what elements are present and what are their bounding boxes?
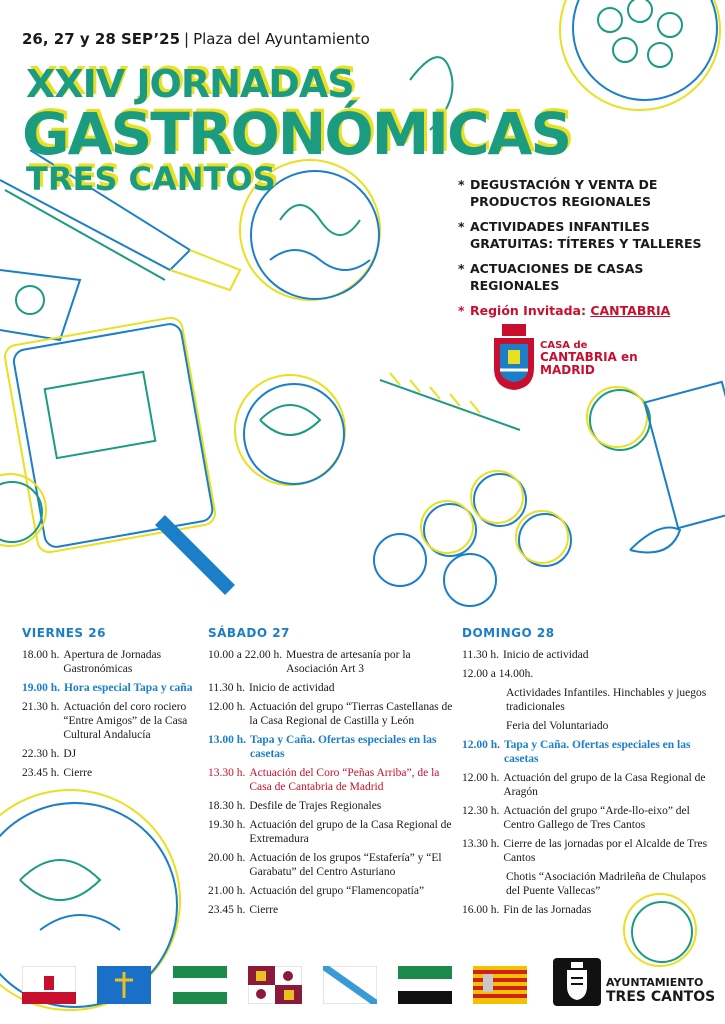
ayuntamiento-logo-text [606, 976, 715, 1004]
title-line-1: XXIV JORNADAS [26, 62, 354, 106]
event-text: Fin de las Jornadas [503, 904, 592, 916]
sub-activity: Chotis “Asociación Madrileña de Chulapos del Puente Vallecas” [506, 871, 706, 897]
event-time: 12.00 h. [208, 701, 246, 713]
sub-activity: Feria del Voluntariado [506, 720, 609, 732]
event-time: 12.00 a 14.00h. [462, 668, 534, 680]
event-text: Actuación del grupo “Tierras Castellanas de la Casa Regional de Castilla y León [249, 701, 453, 727]
schedule-event [208, 851, 458, 879]
event-text: Tapa y Caña. Ofertas especiales en las casetas [250, 734, 437, 760]
event-time: 13.00 h. [208, 734, 247, 746]
guest-region-name: CANTABRIA [590, 303, 671, 318]
schedule-friday [22, 626, 202, 785]
event-text: Actuación de los grupos “Estafería” y “El Garabatu” del Centro Asturiano [249, 852, 442, 878]
schedule-event [208, 681, 458, 695]
event-dates: 26, 27 y 28 SEP’25 [22, 30, 181, 48]
title-line-3: TRES CANTOS [26, 160, 276, 198]
schedule-event [208, 733, 458, 761]
ayuntamiento-shield-icon [553, 958, 601, 1006]
event-text: Actuación del grupo de la Casa Regional de Extremadura [249, 819, 452, 845]
galicia-flag-icon [323, 966, 377, 1004]
schedule-event [462, 903, 717, 917]
event-text: Cierre de las jornadas por el Alcalde de Tres Cantos [503, 838, 708, 864]
schedule-event [208, 799, 458, 813]
event-dates-line [22, 30, 370, 48]
schedule-event [22, 681, 202, 695]
star-bullet: * [458, 177, 465, 192]
casa-line-2: CANTABRIA en [540, 350, 638, 364]
event-text: Apertura de Jornadas Gastronómicas [63, 649, 162, 675]
event-text: Muestra de artesanía por la Asociación Art 3 [286, 649, 411, 675]
andalucia-flag-icon [173, 966, 227, 1004]
feature-text: ACTUACIONES DE CASAS REGIONALES [470, 261, 644, 293]
event-time: 12.00 h. [462, 772, 500, 784]
event-text [537, 667, 717, 681]
asturias-flag-icon [97, 966, 151, 1004]
event-time: 12.30 h. [462, 805, 500, 817]
event-text: Tapa y Caña. Ofertas especiales en las casetas [504, 739, 691, 765]
event-time: 23.45 h. [208, 904, 246, 916]
schedule-event [208, 818, 458, 846]
event-text: Inicio de actividad [502, 649, 589, 661]
features-list [458, 176, 718, 327]
castilla-leon-flag-icon [248, 966, 302, 1004]
schedule-event [462, 837, 717, 865]
day-title: DOMINGO 28 [462, 626, 555, 640]
guest-region [458, 302, 718, 319]
schedule-event [462, 771, 717, 799]
event-text: Cierre [249, 904, 279, 916]
schedule-event [22, 766, 202, 780]
aragon-flag-icon [473, 966, 527, 1004]
event-time: 13.30 h. [462, 838, 500, 850]
event-text: Desfile de Trajes Regionales [249, 800, 382, 812]
separator: | [184, 30, 190, 48]
schedule-event [462, 667, 717, 681]
event-time: 10.00 a 22.00 h. [208, 649, 283, 661]
casa-line-3: MADRID [540, 363, 595, 377]
schedule-event [208, 884, 458, 898]
schedule-saturday [208, 626, 458, 922]
feature-item [458, 260, 718, 294]
star-bullet: * [458, 303, 465, 318]
event-time: 13.30 h. [208, 767, 246, 779]
star-bullet: * [458, 219, 465, 234]
cantabria-shield-icon [492, 324, 536, 392]
schedule-event [462, 804, 717, 832]
event-text: Actuación del grupo “Flamencopatía” [249, 885, 425, 897]
event-time: 11.30 h. [462, 649, 499, 661]
event-time: 23.45 h. [22, 767, 60, 779]
event-time: 19.30 h. [208, 819, 246, 831]
ayto-line-1: AYUNTAMIENTO [606, 976, 704, 989]
feature-item [458, 176, 718, 210]
schedule-event [462, 648, 717, 662]
extremadura-flag-icon [398, 966, 452, 1004]
guest-label: Región Invitada: [470, 303, 591, 318]
event-time: 18.00 h. [22, 649, 60, 661]
schedule-event [462, 738, 717, 766]
event-time: 11.30 h. [208, 682, 245, 694]
schedule-event [22, 648, 202, 676]
schedule-sunday [462, 626, 717, 922]
feature-item [458, 218, 718, 252]
sub-activity: Actividades Infantiles. Hinchables y juegos tradicionales [506, 687, 707, 713]
feature-text: ACTIVIDADES INFANTILES GRATUITAS: TÍTERES Y TALLERES [470, 219, 702, 251]
event-text: Inicio de actividad [248, 682, 335, 694]
event-text: DJ [63, 748, 77, 760]
schedule-event [22, 747, 202, 761]
schedule-event [208, 700, 458, 728]
day-title: VIERNES 26 [22, 626, 106, 640]
event-text: Actuación del coro rociero “Entre Amigos” de la Casa Cultural Andalucía [63, 701, 188, 741]
feature-text: DEGUSTACIÓN Y VENTA DE PRODUCTOS REGIONALES [470, 177, 658, 209]
casa-cantabria-logo-text [540, 340, 638, 377]
event-time: 16.00 h. [462, 904, 500, 916]
event-text: Cierre [63, 767, 93, 779]
cantabria-flag-icon [22, 966, 76, 1004]
event-text: Actuación del grupo de la Casa Regional de Aragón [503, 772, 706, 798]
event-text: Actuación del grupo “Arde-llo-eixo” del Centro Gallego de Tres Cantos [503, 805, 690, 831]
day-title: SÁBADO 27 [208, 626, 290, 640]
schedule-event [208, 648, 458, 676]
event-text: Actuación del Coro “Peñas Arriba”, de la Casa de Cantabria de Madrid [249, 767, 440, 793]
title-line-2: GASTRONÓMICAS [22, 100, 571, 168]
ayto-line-2: TRES CANTOS [606, 989, 716, 1005]
schedule-event [22, 700, 202, 742]
event-time: 19.00 h. [22, 682, 61, 694]
star-bullet: * [458, 261, 465, 276]
event-place: Plaza del Ayuntamiento [193, 30, 370, 48]
event-time: 20.00 h. [208, 852, 246, 864]
schedule-event [208, 903, 458, 917]
schedule-event [208, 766, 458, 794]
event-text: Hora especial Tapa y caña [64, 682, 193, 694]
event-time: 22.30 h. [22, 748, 60, 760]
casa-line-1: CASA de [540, 340, 588, 351]
event-time: 18.30 h. [208, 800, 246, 812]
event-time: 21.30 h. [22, 701, 60, 713]
event-time: 21.00 h. [208, 885, 246, 897]
event-time: 12.00 h. [462, 739, 501, 751]
